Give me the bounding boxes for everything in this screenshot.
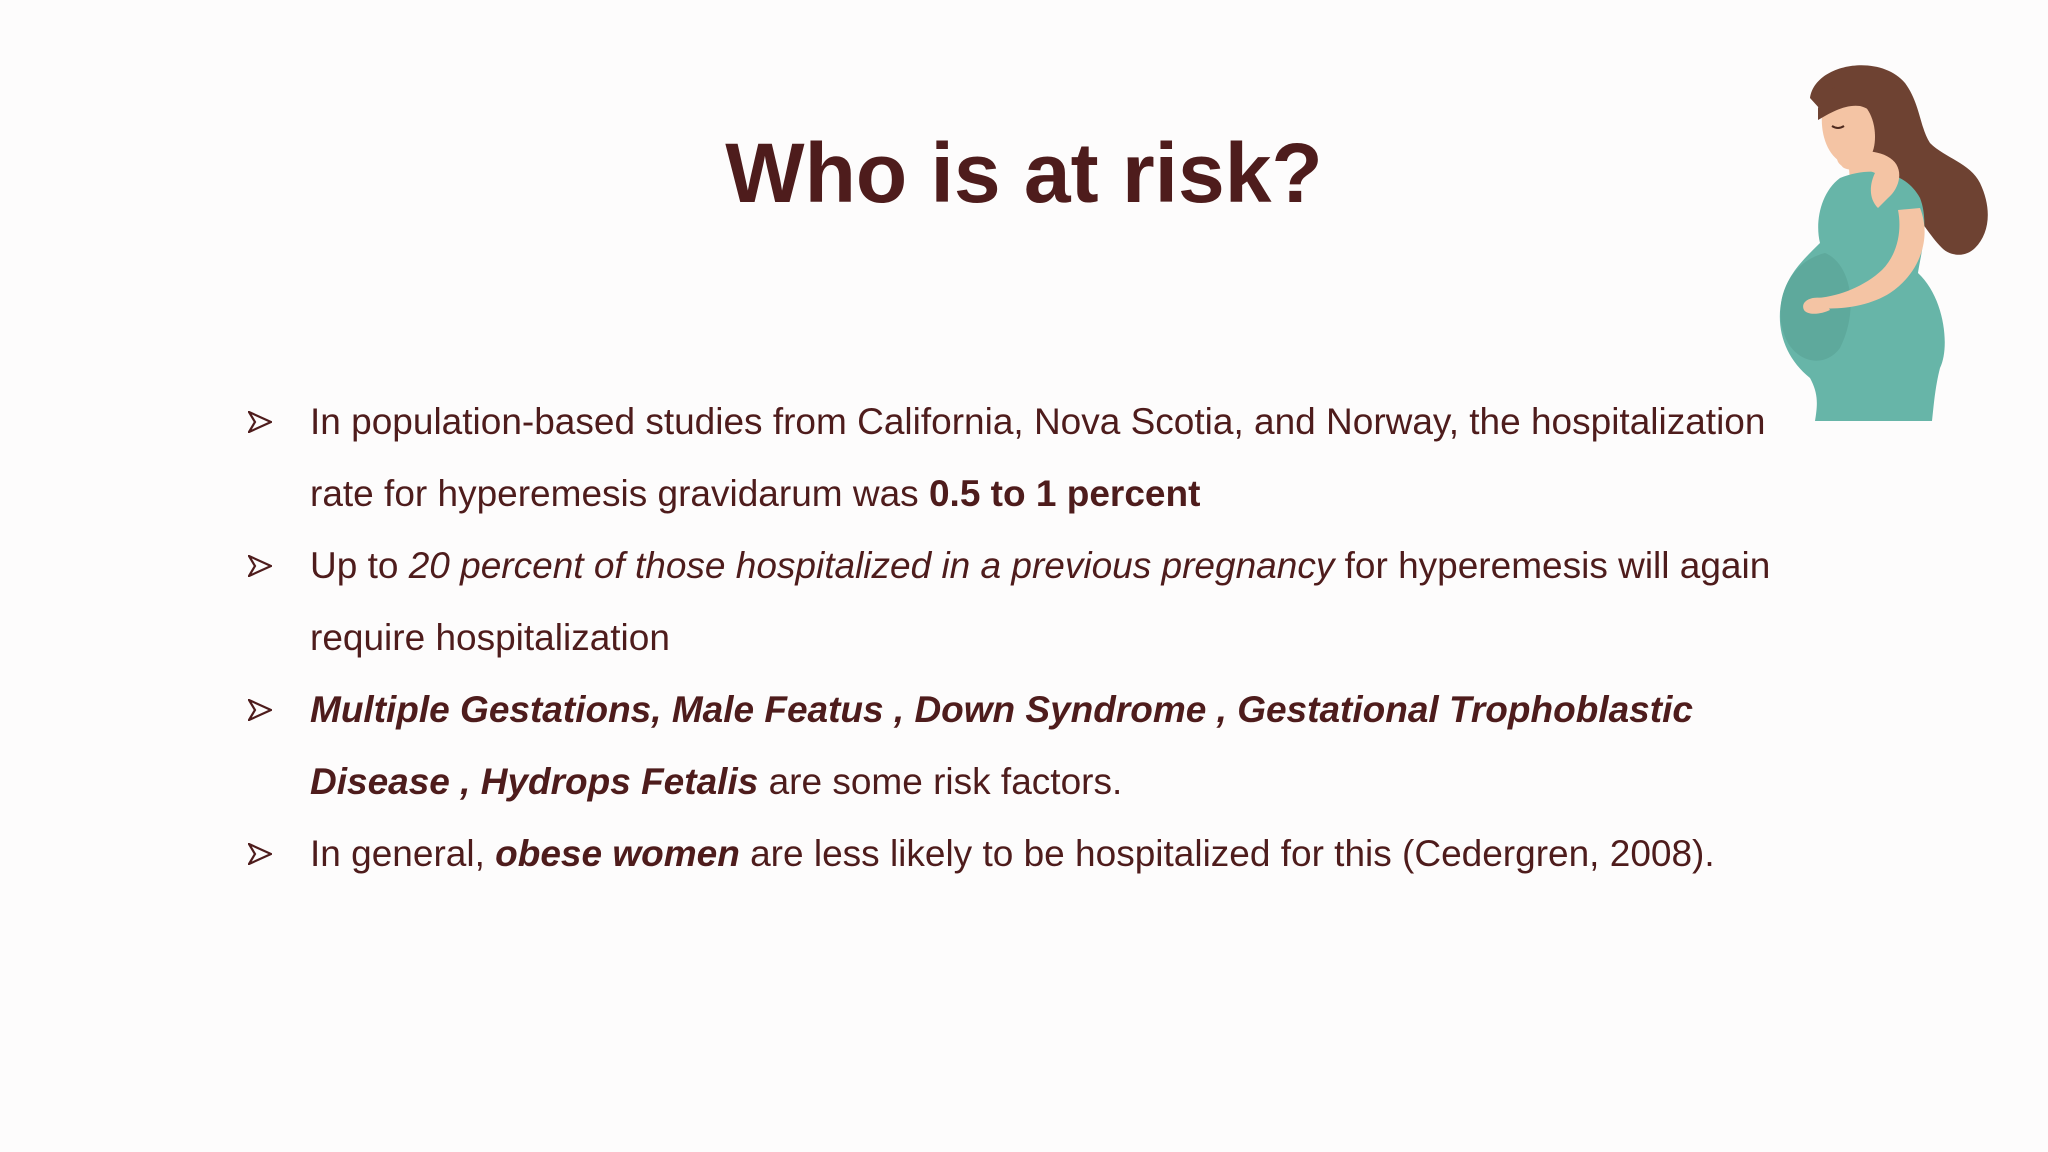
bullet-list bbox=[248, 386, 1828, 890]
slide-title: Who is at risk? bbox=[725, 126, 1323, 220]
bullet-text-emphasis: Multiple Gestations, Male Featus , Down Syndrome , Gestational Trophoblastic Disease , Hydrops Fetalis bbox=[310, 689, 1693, 802]
bullet-text-emphasis: obese women bbox=[495, 833, 740, 874]
bullet-text: for hyperemesis will again require hospitalization bbox=[310, 545, 1771, 658]
bullet-text: In population-based studies from California, Nova Scotia, and Norway, the hospitalization rate for hyperemesis gravidarum was bbox=[310, 401, 1766, 514]
bullet-item-hospitalization-rate bbox=[248, 386, 1828, 530]
bullet-text-emphasis: 20 percent of those hospitalized in a previous pregnancy bbox=[408, 545, 1335, 586]
bullet-item-obese-women bbox=[248, 818, 1828, 890]
pregnant-woman-nausea-illustration bbox=[1770, 58, 2010, 422]
arrowhead-bullet-icon bbox=[248, 530, 278, 602]
bullet-text: Up to bbox=[310, 545, 409, 586]
arrowhead-bullet-icon bbox=[248, 818, 278, 890]
bullet-text: are less likely to be hospitalized for this (Cedergren, 2008). bbox=[739, 833, 1715, 874]
bullet-text: are some risk factors. bbox=[758, 761, 1123, 802]
arrowhead-bullet-icon bbox=[248, 386, 278, 458]
bullet-text: In general, bbox=[310, 833, 496, 874]
bullet-item-risk-factors bbox=[248, 674, 1828, 818]
bullet-item-recurrence bbox=[248, 530, 1828, 674]
arrowhead-bullet-icon bbox=[248, 674, 278, 746]
bullet-text-emphasis: 0.5 to 1 percent bbox=[928, 473, 1201, 514]
